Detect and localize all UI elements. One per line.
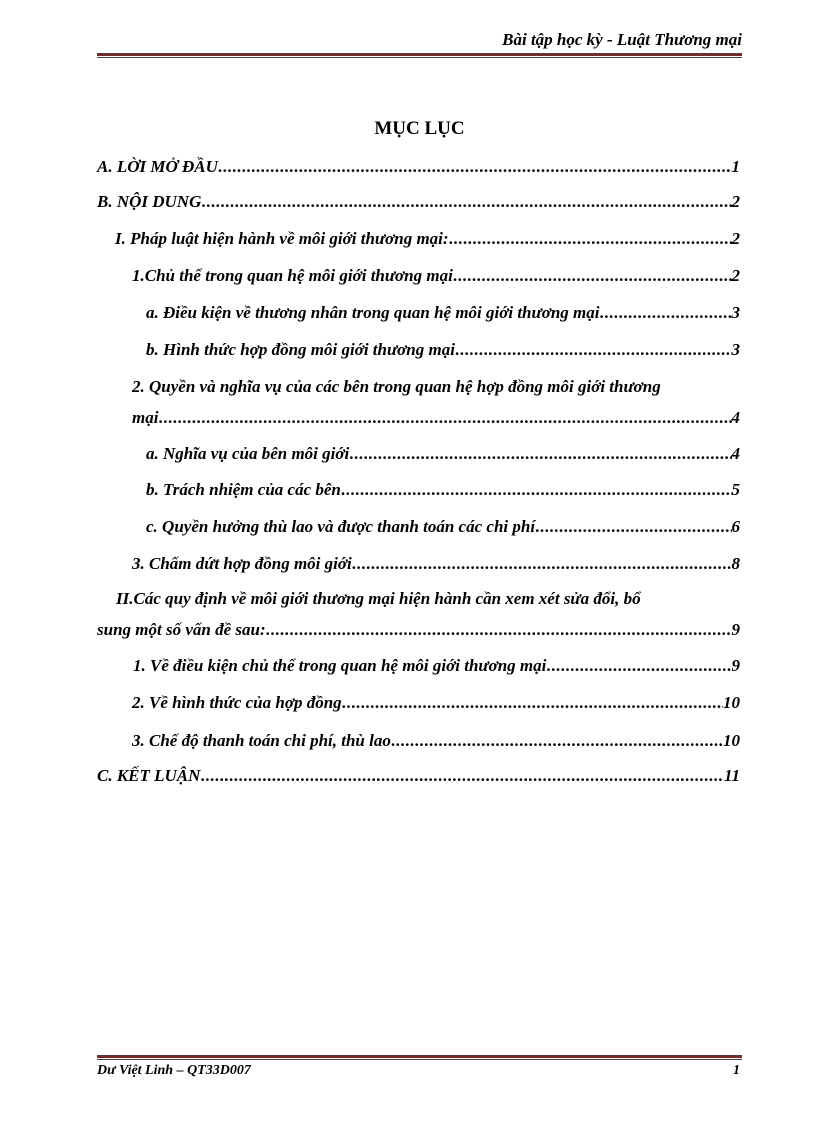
toc-entry-label-line1: 2. Quyền và nghĩa vụ của các bên trong quan hệ hợp đồng môi giới thương — [132, 377, 661, 396]
dot-leader — [453, 265, 732, 287]
toc-entry-page: 9 — [731, 620, 740, 639]
toc-entry-page: 3 — [731, 340, 740, 359]
dot-leader — [455, 339, 732, 361]
toc-entry-page: 2 — [731, 192, 740, 211]
toc-entry-section-ii[interactable] — [97, 588, 740, 641]
dot-leader — [391, 730, 723, 752]
toc-entry-label: 1.Chủ thể trong quan hệ môi giới thương mại — [132, 266, 453, 285]
toc-entry-label: a. Nghĩa vụ của bên môi giới — [146, 444, 350, 463]
toc-entry-section-i-3[interactable] — [132, 553, 740, 575]
dot-leader — [341, 479, 732, 501]
header-rule — [97, 53, 742, 58]
toc-entry-label: b. Trách nhiệm của các bên — [146, 480, 341, 499]
toc-entry-page: 3 — [731, 303, 740, 322]
dot-leader — [342, 692, 723, 714]
toc-entry-section-i-2-b[interactable] — [146, 479, 740, 501]
toc-entry-label: B. NỘI DUNG — [97, 192, 202, 211]
footer-rule — [97, 1055, 742, 1060]
toc-entry-label: 1. Về điều kiện chủ thể trong quan hệ môi giới thương mại — [133, 656, 547, 675]
toc-entry-page: 10 — [723, 693, 740, 712]
dot-leader — [349, 443, 731, 465]
toc-entry-section-i-2[interactable] — [132, 376, 740, 429]
footer-author: Dư Việt Linh – QT33D007 — [97, 1063, 251, 1078]
toc-entry-section-i-1-b[interactable] — [146, 339, 740, 361]
toc-entry-page: 1 — [731, 157, 740, 176]
toc-entry-page: 8 — [731, 554, 740, 573]
toc-entry-page: 5 — [731, 480, 740, 499]
toc-entry-label-line1: II.Các quy định về môi giới thương mại hiện hành cần xem xét sửa đổi, bổ — [116, 589, 641, 608]
toc-entry-noi-dung[interactable] — [97, 191, 740, 213]
toc-entry-section-ii-2[interactable] — [132, 692, 740, 714]
toc-entry-label: sung một số vấn đề sau: — [97, 620, 266, 639]
toc-entry-page: 2 — [731, 229, 740, 248]
toc-entry-page: 4 — [731, 408, 740, 427]
dot-leader — [158, 407, 731, 429]
dot-leader — [200, 765, 724, 787]
toc-entry-section-ii-1[interactable] — [133, 655, 740, 677]
dot-leader — [449, 228, 732, 250]
toc-entry-page: 11 — [723, 766, 740, 785]
dot-leader — [546, 655, 731, 677]
dot-leader — [535, 516, 731, 538]
dot-leader — [352, 553, 732, 575]
dot-leader — [266, 619, 732, 641]
toc-entry-label: a. Điều kiện về thương nhân trong quan hệ môi giới thương mại — [146, 303, 600, 322]
toc-entry-section-i-2-a[interactable] — [146, 443, 740, 465]
toc-entry-section-i-1-a[interactable] — [146, 302, 740, 324]
toc-entry-section-i-1[interactable] — [132, 265, 740, 287]
toc-entry-label: C. KẾT LUẬN — [97, 766, 201, 785]
dot-leader — [599, 302, 731, 324]
toc-entry-page: 4 — [731, 444, 740, 463]
footer-page-number: 1 — [733, 1063, 740, 1078]
toc-title: MỤC LỤC — [374, 118, 465, 139]
header-title: Bài tập học kỳ - Luật Thương mại — [502, 30, 742, 49]
toc-entry-label: mại — [132, 408, 159, 427]
toc-entry-page: 10 — [723, 731, 740, 750]
toc-entry-page: 6 — [731, 517, 740, 536]
toc-entry-section-i[interactable] — [115, 228, 740, 250]
toc-entry-label: 3. Chấm dứt hợp đồng môi giới — [132, 554, 352, 573]
toc-entry-section-i-2-c[interactable] — [146, 516, 740, 538]
toc-entry-label: 3. Chế độ thanh toán chi phí, thù lao — [132, 731, 391, 750]
toc-entry-page: 9 — [731, 656, 740, 675]
toc-entry-label: b. Hình thức hợp đồng môi giới thương mại — [146, 340, 455, 359]
dot-leader — [201, 191, 731, 213]
dot-leader — [218, 156, 732, 178]
toc-entry-label: A. LỜI MỞ ĐẦU — [97, 157, 218, 176]
toc-entry-ket-luan[interactable] — [97, 765, 740, 787]
toc-entry-loi-mo-dau[interactable] — [97, 156, 740, 178]
toc-entry-label: 2. Về hình thức của hợp đồng — [132, 693, 342, 712]
toc-entry-label: c. Quyền hưởng thù lao và được thanh toán các chi phí — [146, 517, 536, 536]
toc-entry-page: 2 — [731, 266, 740, 285]
toc-entry-label: I. Pháp luật hiện hành về môi giới thương mại: — [115, 229, 449, 248]
toc-entry-section-ii-3[interactable] — [132, 730, 740, 752]
